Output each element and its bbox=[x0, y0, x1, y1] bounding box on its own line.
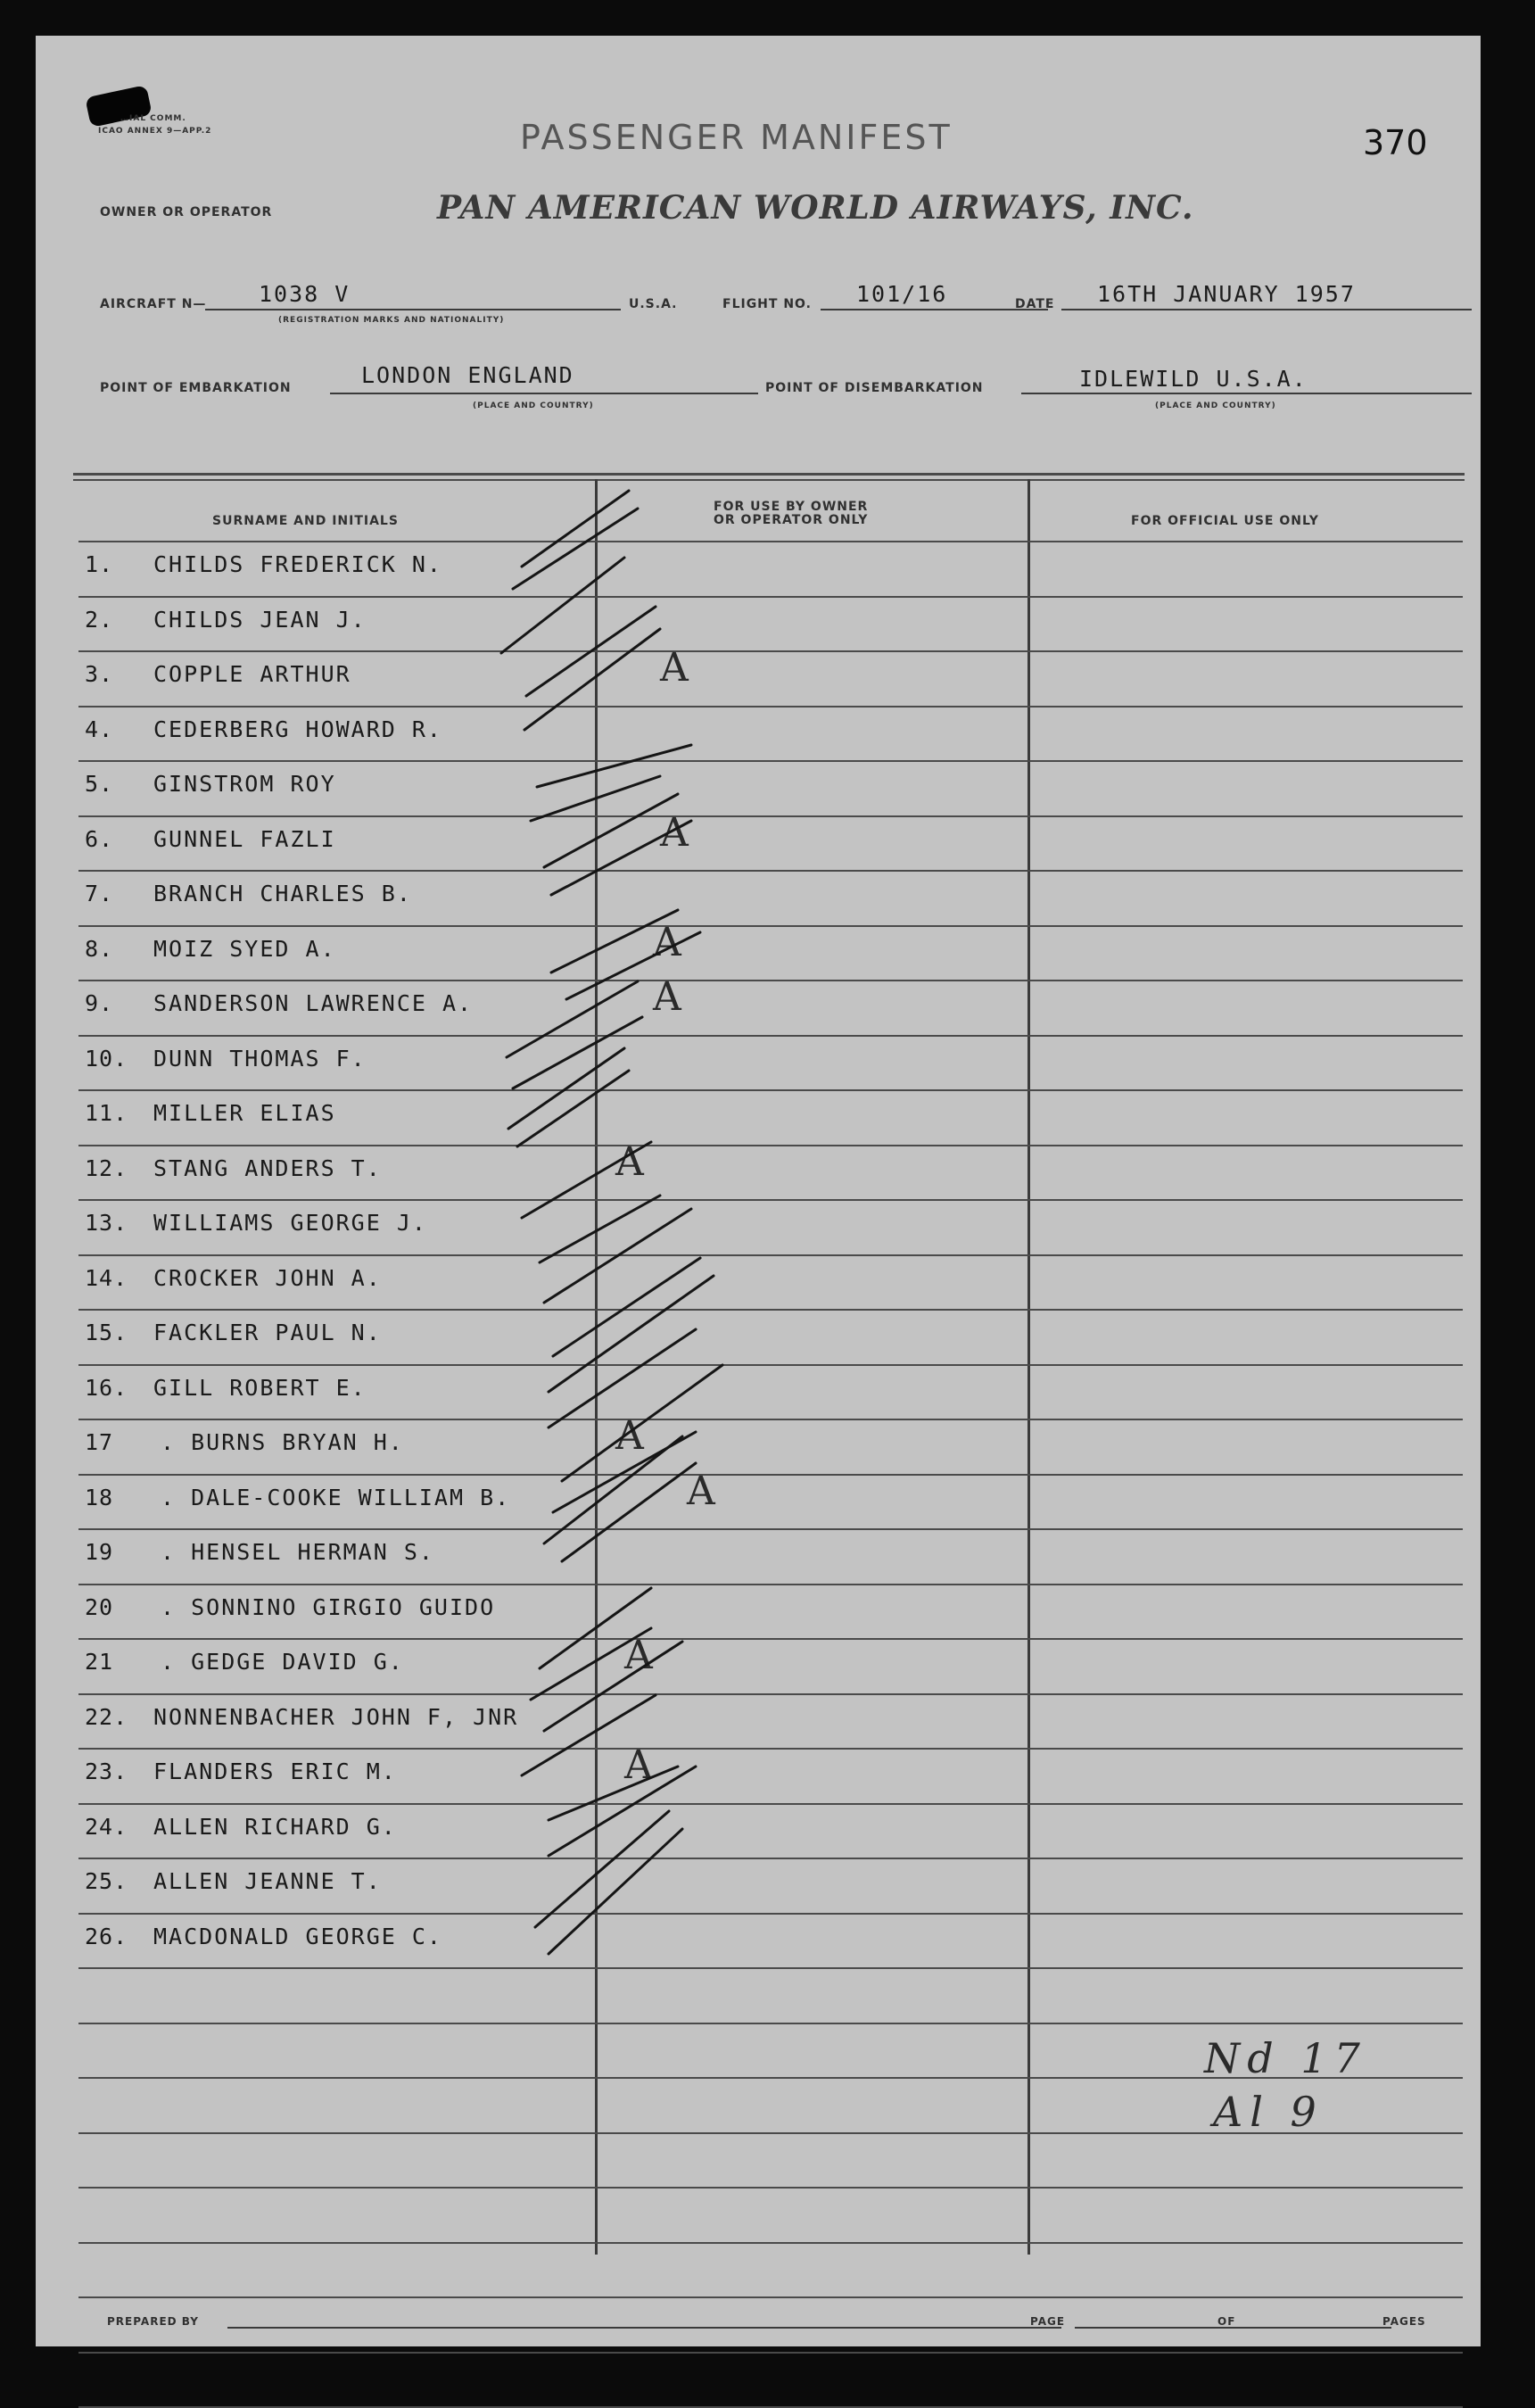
ruled-line bbox=[78, 1693, 1463, 1695]
ruled-line bbox=[78, 2242, 1463, 2244]
prepared-by-underline bbox=[227, 2327, 1061, 2329]
ruled-line bbox=[78, 925, 1463, 927]
passenger-name: ALLEN JEANNE T. bbox=[153, 1868, 382, 1894]
passenger-number: 11. bbox=[85, 1100, 128, 1126]
operator-mark: A bbox=[624, 1633, 653, 1678]
disembarkation-label: POINT OF DISEMBARKATION bbox=[765, 381, 984, 395]
passenger-name: MILLER ELIAS bbox=[153, 1100, 336, 1126]
passenger-number: 14. bbox=[85, 1265, 128, 1291]
ruled-line bbox=[78, 1254, 1463, 1256]
passenger-number: 8. bbox=[85, 936, 114, 962]
passenger-number: 18 bbox=[85, 1485, 114, 1510]
ruled-line bbox=[78, 1199, 1463, 1201]
registration-caption: (REGISTRATION MARKS AND NATIONALITY) bbox=[278, 316, 505, 325]
operator-mark: A bbox=[653, 920, 681, 965]
manifest-page bbox=[36, 36, 1481, 2346]
passenger-name: CROCKER JOHN A. bbox=[153, 1265, 382, 1291]
ruled-line bbox=[78, 1364, 1463, 1366]
ruled-line bbox=[78, 650, 1463, 652]
place-caption-left: (PLACE AND COUNTRY) bbox=[473, 401, 594, 410]
passenger-name: CHILDS FREDERICK N. bbox=[153, 551, 442, 577]
passenger-number: 24. bbox=[85, 1814, 128, 1840]
passenger-number: 15. bbox=[85, 1320, 128, 1345]
operator-mark: A bbox=[615, 1139, 644, 1185]
ruled-line bbox=[78, 1309, 1463, 1311]
passenger-name: BRANCH CHARLES B. bbox=[153, 881, 412, 906]
prepared-by-label: PREPARED BY bbox=[107, 2315, 199, 2328]
passenger-number: 6. bbox=[85, 826, 114, 852]
passenger-name: . DALE-COOKE WILLIAM B. bbox=[161, 1485, 511, 1510]
embarkation-underline bbox=[330, 393, 758, 394]
passenger-name: STANG ANDERS T. bbox=[153, 1155, 382, 1181]
passenger-name: ALLEN RICHARD G. bbox=[153, 1814, 397, 1840]
passenger-name: GUNNEL FAZLI bbox=[153, 826, 336, 852]
ruled-line bbox=[78, 815, 1463, 817]
passenger-number: 5. bbox=[85, 771, 114, 797]
of-label: OF bbox=[1217, 2315, 1236, 2328]
page-number: 370 bbox=[1363, 123, 1428, 162]
ruled-line bbox=[78, 870, 1463, 872]
ruled-line bbox=[78, 1145, 1463, 1146]
passenger-number: 4. bbox=[85, 716, 114, 742]
operator-mark: A bbox=[624, 1742, 653, 1788]
passenger-number: 9. bbox=[85, 990, 114, 1016]
passenger-name: MACDONALD GEORGE C. bbox=[153, 1924, 442, 1949]
passenger-name: GILL ROBERT E. bbox=[153, 1375, 367, 1401]
operator-mark: A bbox=[653, 974, 681, 1020]
ruled-line bbox=[78, 596, 1463, 598]
passenger-name: SANDERSON LAWRENCE A. bbox=[153, 990, 474, 1016]
passenger-number: 16. bbox=[85, 1375, 128, 1401]
handwritten-total-1: Nd 17 bbox=[1204, 2034, 1367, 2082]
date-label: DATE bbox=[1015, 297, 1055, 311]
ruled-line bbox=[78, 541, 1463, 542]
passenger-number: 12. bbox=[85, 1155, 128, 1181]
operator-mark: A bbox=[687, 1469, 715, 1514]
column-divider-2 bbox=[1027, 479, 1030, 2255]
passenger-name: COPPLE ARTHUR bbox=[153, 661, 351, 687]
ruled-line bbox=[78, 2187, 1463, 2189]
passenger-number: 10. bbox=[85, 1046, 128, 1072]
ruled-line bbox=[78, 1035, 1463, 1037]
ruled-line bbox=[78, 1748, 1463, 1750]
ruled-line bbox=[78, 1638, 1463, 1640]
col-operator-header-line1: FOR USE BY OWNER bbox=[714, 500, 869, 514]
passenger-name: . SONNINO GIRGIO GUIDO bbox=[161, 1594, 496, 1620]
embarkation-label: POINT OF EMBARKATION bbox=[100, 381, 292, 395]
flight-no-label: FLIGHT NO. bbox=[722, 297, 812, 311]
col-operator-header-line2: OR OPERATOR ONLY bbox=[714, 513, 869, 527]
ruled-line bbox=[78, 2352, 1463, 2354]
corner-note-line2: ICAO ANNEX 9—APP.2 bbox=[98, 127, 212, 136]
passenger-name: FACKLER PAUL N. bbox=[153, 1320, 382, 1345]
embarkation-value: LONDON ENGLAND bbox=[361, 362, 574, 388]
ruled-line bbox=[78, 1474, 1463, 1476]
ruled-line bbox=[78, 1584, 1463, 1585]
disembarkation-underline bbox=[1021, 393, 1472, 394]
passenger-name: MOIZ SYED A. bbox=[153, 936, 336, 962]
passenger-number: 7. bbox=[85, 881, 114, 906]
aircraft-value: 1038 V bbox=[259, 281, 351, 307]
passenger-name: . GEDGE DAVID G. bbox=[161, 1649, 404, 1675]
owner-label: OWNER OR OPERATOR bbox=[100, 205, 273, 219]
flight-no-underline bbox=[821, 309, 1048, 310]
passenger-name: NONNENBACHER JOHN F, JNR bbox=[153, 1704, 519, 1730]
usa-label: U.S.A. bbox=[629, 297, 678, 311]
col-surname-header: SURNAME AND INITIALS bbox=[212, 514, 399, 528]
ruled-line bbox=[78, 760, 1463, 762]
ruled-line bbox=[78, 1419, 1463, 1420]
disembarkation-value: IDLEWILD U.S.A. bbox=[1079, 366, 1308, 392]
passenger-number: 23. bbox=[85, 1758, 128, 1784]
passenger-name: DUNN THOMAS F. bbox=[153, 1046, 367, 1072]
form-title: PASSENGER MANIFEST bbox=[520, 118, 953, 157]
passenger-number: 2. bbox=[85, 607, 114, 633]
operator-mark: A bbox=[615, 1413, 644, 1459]
passenger-number: 25. bbox=[85, 1868, 128, 1894]
ruled-line bbox=[78, 1967, 1463, 1969]
passenger-number: 3. bbox=[85, 661, 114, 687]
date-underline bbox=[1061, 309, 1472, 310]
passenger-number: 1. bbox=[85, 551, 114, 577]
aircraft-label: AIRCRAFT N— bbox=[100, 297, 207, 311]
passenger-name: . HENSEL HERMAN S. bbox=[161, 1539, 434, 1565]
table-top-rule-2 bbox=[73, 479, 1465, 481]
owner-value: PAN AMERICAN WORLD AIRWAYS, INC. bbox=[437, 189, 1194, 227]
passenger-name: FLANDERS ERIC M. bbox=[153, 1758, 397, 1784]
passenger-name: CHILDS JEAN J. bbox=[153, 607, 367, 633]
ruled-line bbox=[78, 2023, 1463, 2024]
passenger-number: 17 bbox=[85, 1429, 114, 1455]
passenger-number: 21 bbox=[85, 1649, 114, 1675]
aircraft-underline bbox=[205, 309, 621, 310]
ruled-line bbox=[78, 2296, 1463, 2298]
passenger-name: WILLIAMS GEORGE J. bbox=[153, 1210, 427, 1236]
ruled-line bbox=[78, 1858, 1463, 1859]
operator-mark: A bbox=[660, 645, 689, 691]
corner-note-line1: …IAL COMM. bbox=[120, 114, 186, 123]
passenger-name: CEDERBERG HOWARD R. bbox=[153, 716, 442, 742]
passenger-number: 19 bbox=[85, 1539, 114, 1565]
passenger-number: 26. bbox=[85, 1924, 128, 1949]
date-value: 16TH JANUARY 1957 bbox=[1097, 281, 1356, 307]
ruled-line bbox=[78, 1089, 1463, 1091]
passenger-name: . BURNS BRYAN H. bbox=[161, 1429, 404, 1455]
place-caption-right: (PLACE AND COUNTRY) bbox=[1155, 401, 1276, 410]
ruled-line bbox=[78, 1803, 1463, 1805]
ruled-line bbox=[78, 1913, 1463, 1915]
passenger-number: 20 bbox=[85, 1594, 114, 1620]
page-label: PAGE bbox=[1030, 2315, 1066, 2328]
ruled-line bbox=[78, 706, 1463, 708]
ruled-line bbox=[78, 980, 1463, 981]
passenger-number: 13. bbox=[85, 1210, 128, 1236]
col-official-header: FOR OFFICIAL USE ONLY bbox=[1131, 514, 1319, 528]
pages-label: PAGES bbox=[1382, 2315, 1426, 2328]
handwritten-total-2: Al 9 bbox=[1213, 2088, 1324, 2136]
of-underline bbox=[1244, 2327, 1391, 2329]
table-top-rule bbox=[73, 473, 1465, 476]
flight-no-value: 101/16 bbox=[856, 281, 948, 307]
column-divider-1 bbox=[595, 479, 598, 2255]
operator-mark: A bbox=[660, 810, 689, 856]
passenger-name: GINSTROM ROY bbox=[153, 771, 336, 797]
ruled-line bbox=[78, 1528, 1463, 1530]
passenger-number: 22. bbox=[85, 1704, 128, 1730]
